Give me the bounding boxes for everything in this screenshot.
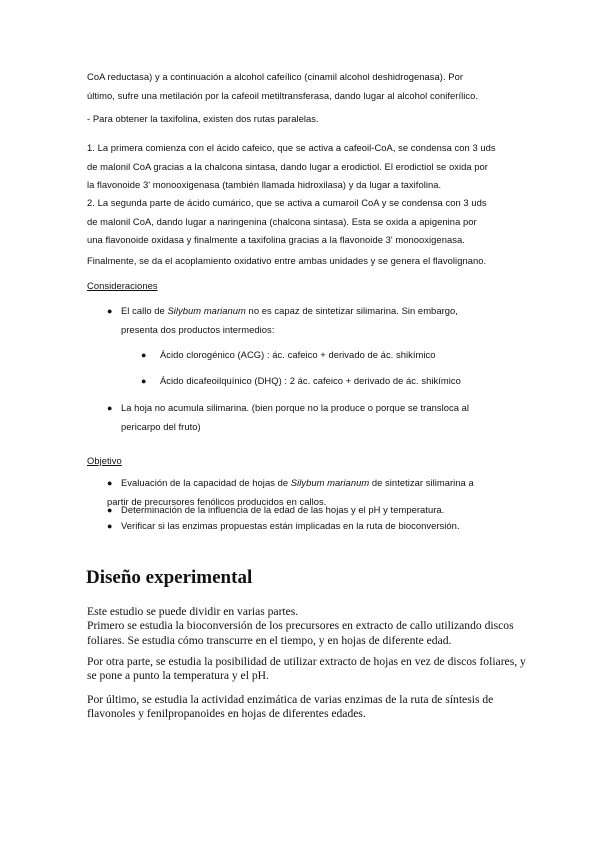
section-title: Diseño experimental <box>86 567 253 588</box>
route-2-line-1: 2. La segunda parte de ácido cumárico, que se activa a cumaroil CoA y se condensa con 3 uds <box>87 197 487 208</box>
considerations-item-callus: El callo de Silybum marianum no es capaz de sintetizar silimarina. Sin embargo, presenta dos productos intermedios: <box>121 305 458 335</box>
design-paragraph-1: Este estudio se puede dividir en varias partes. Primero se estudia la bioconversión de los precursores en extracto de callo utilizando discos foliares. Se estudia cómo transcurre en el tiempo, y en hojas de diferente edad. <box>87 605 514 647</box>
intro-line-1: CoA reductasa) y a continuación a alcohol cafeílico (cinamil alcohol deshidrogenasa). Por <box>87 71 464 82</box>
route-2-paragraph <box>87 194 527 250</box>
route-2-line-3: una flavonoide oxidasa y finalmente a taxifolina gracias a la flavonoide 3' monooxigenasa. <box>87 234 465 245</box>
design-paragraph-3: Por último, se estudia la actividad enzimática de varias enzimas de la ruta de síntesis de flavonoles y fenilpropanoides en hojas de diferentes edades. <box>87 693 494 721</box>
intro-paragraph <box>87 68 527 105</box>
intro-line-2: último, sufre una metilación por la cafeoil metiltransferasa, dando lugar al alcohol coniferílico. <box>87 89 479 101</box>
objective-heading: Objetivo <box>87 455 122 466</box>
objective-item-enzymes: Verificar si las enzimas propuestas están implicadas en la ruta de bioconversión. <box>121 520 460 531</box>
final-note: Finalmente, se da el acoplamiento oxidativo entre ambas unidades y se genera el flavolignano. <box>87 255 487 266</box>
route-1-line-2: de malonil CoA gracias a la chalcona sintasa, dando lugar a erodictiol. El erodictiol se oxida por <box>87 160 488 172</box>
species-name: Silybum marianum <box>167 305 246 316</box>
route-1-line-1: 1. La primera comienza con el ácido cafeico, que se activa a cafeoil-CoA, se condensa con 3 uds <box>87 142 496 153</box>
bullet-icon: ● <box>107 403 113 413</box>
species-name: Silybum marianum <box>290 477 370 488</box>
route-1-line-3: la flavonoide 3' monooxigenasa (también llamada hidroxilasa) y da lugar a taxifolina. <box>87 179 442 190</box>
considerations-item-leaf: La hoja no acumula silimarina. (bien porque no la produce o porque se transloca al pericarpo del fruto) <box>121 402 470 432</box>
considerations-subitem-acg: Ácido clorogénico (ACG) : ác. cafeico + derivado de ác. shikímico <box>160 349 436 360</box>
considerations-subitem-dhq: Ácido dicafeoilquínico (DHQ) : 2 ác. cafeico + derivado de ác. shikímico <box>160 375 461 386</box>
objective-item-age: Determinación de la influencia de la edad de las hojas y el pH y temperatura. <box>121 504 445 515</box>
design-paragraph-2: Por otra parte, se estudia la posibilidad de utilizar extracto de hojas en vez de discos foliares, y se pone a punto la temperatura y el pH. <box>87 655 526 683</box>
parallel-routes-note: - Para obtener la taxifolina, existen dos rutas paralelas. <box>87 113 319 124</box>
route-2-line-2: de malonil CoA, dando lugar a naringenina (chalcona sintasa). Esta se oxida a apigenina por <box>87 215 477 227</box>
bullet-icon: ● <box>107 521 113 531</box>
bullet-icon: ● <box>141 376 147 386</box>
objective-item-evaluation: Evaluación de la capacidad de hojas de Silybum marianum de sintetizar silimarina a partir de precursores fenólicos producidos en callos. <box>107 477 474 507</box>
bullet-icon: ● <box>107 505 113 515</box>
bullet-icon: ● <box>107 306 113 316</box>
bullet-icon: ● <box>107 478 113 488</box>
bullet-icon: ● <box>141 350 147 360</box>
route-1-paragraph <box>87 139 527 195</box>
considerations-heading: Consideraciones <box>87 280 158 291</box>
